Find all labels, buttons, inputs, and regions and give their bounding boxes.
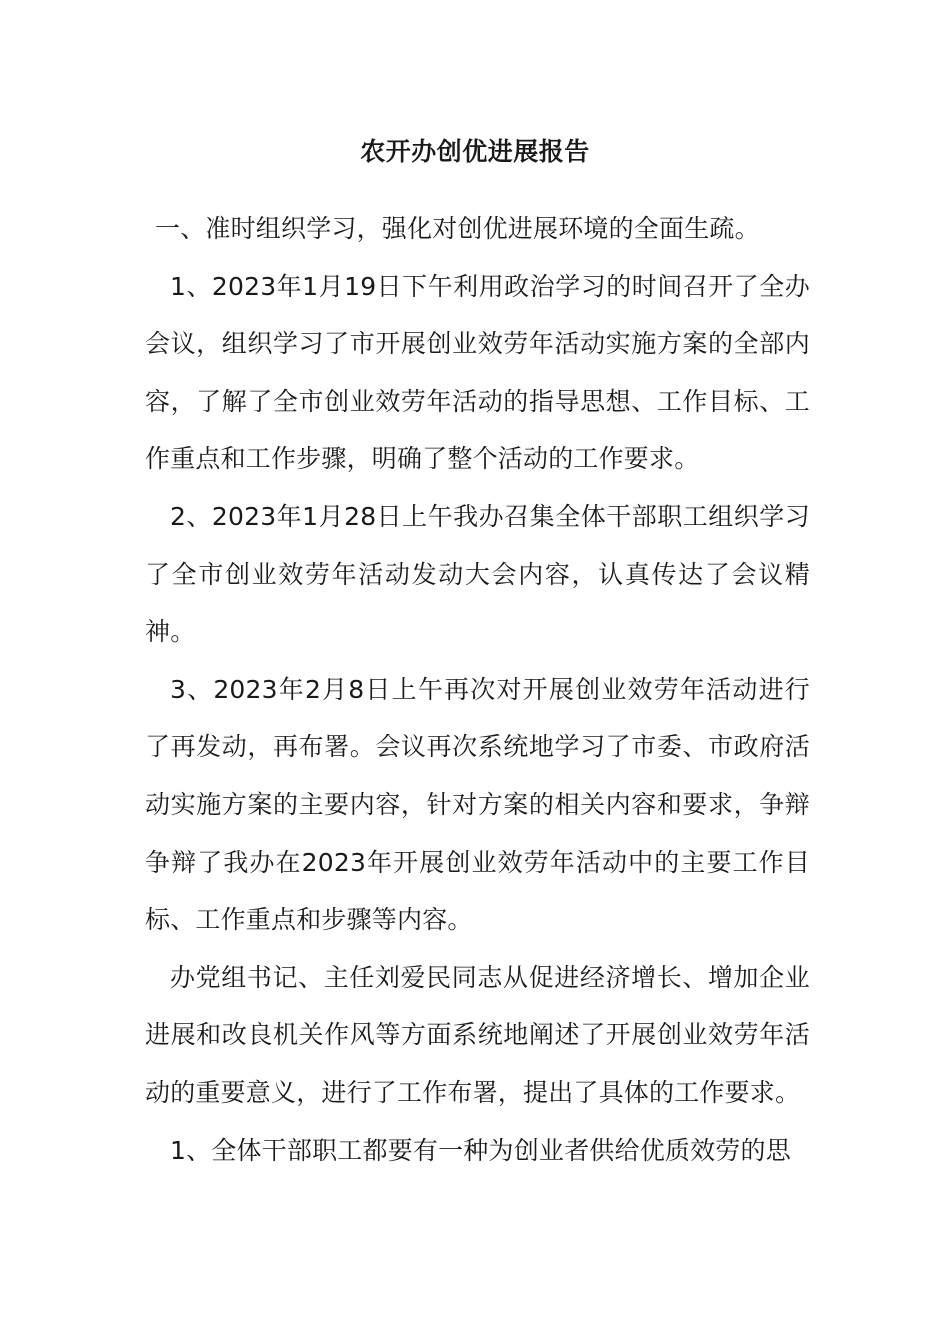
- paragraph-requirement-1: 1、全体干部职工都要有一种为创业者供给优质效劳的思: [170, 1135, 791, 1165]
- paragraph-leader-speech: 办党组书记、主任刘爱民同志从促进经济增长、增加企业进展和改良机关作风等方面系统地阐述了开展创业效劳年活动的重要意义，进行了工作布署，提出了具体的工作要求。: [145, 962, 810, 1107]
- document-body: [145, 200, 810, 1179]
- document-title: 农开办创优进展报告: [360, 137, 590, 166]
- paragraph-item-3: 3、2023年2月8日上午再次对开展创业效劳年活动进行了再发动，再布署。会议再次系统地学习了市委、市政府活动实施方案的主要内容，针对方案的相关内容和要求，争辩争辩了我办在2023年开展创业效劳年活动中的主要工作目标、工作重点和步骤等内容。: [145, 674, 810, 935]
- section-heading: 一、准时组织学习，强化对创优进展环境的全面生疏。: [155, 214, 760, 243]
- paragraph-item-1: 1、2023年1月19日下午利用政治学习的时间召开了全办会议，组织学习了市开展创业效劳年活动实施方案的全部内容，了解了全市创业效劳年活动的指导思想、工作目标、工作重点和工作步骤，明确了整个活动的工作要求。: [145, 271, 810, 474]
- paragraph-item-2: 2、2023年1月28日上午我办召集全体干部职工组织学习了全市创业效劳年活动发动大会内容，认真传达了会议精神。: [145, 501, 810, 647]
